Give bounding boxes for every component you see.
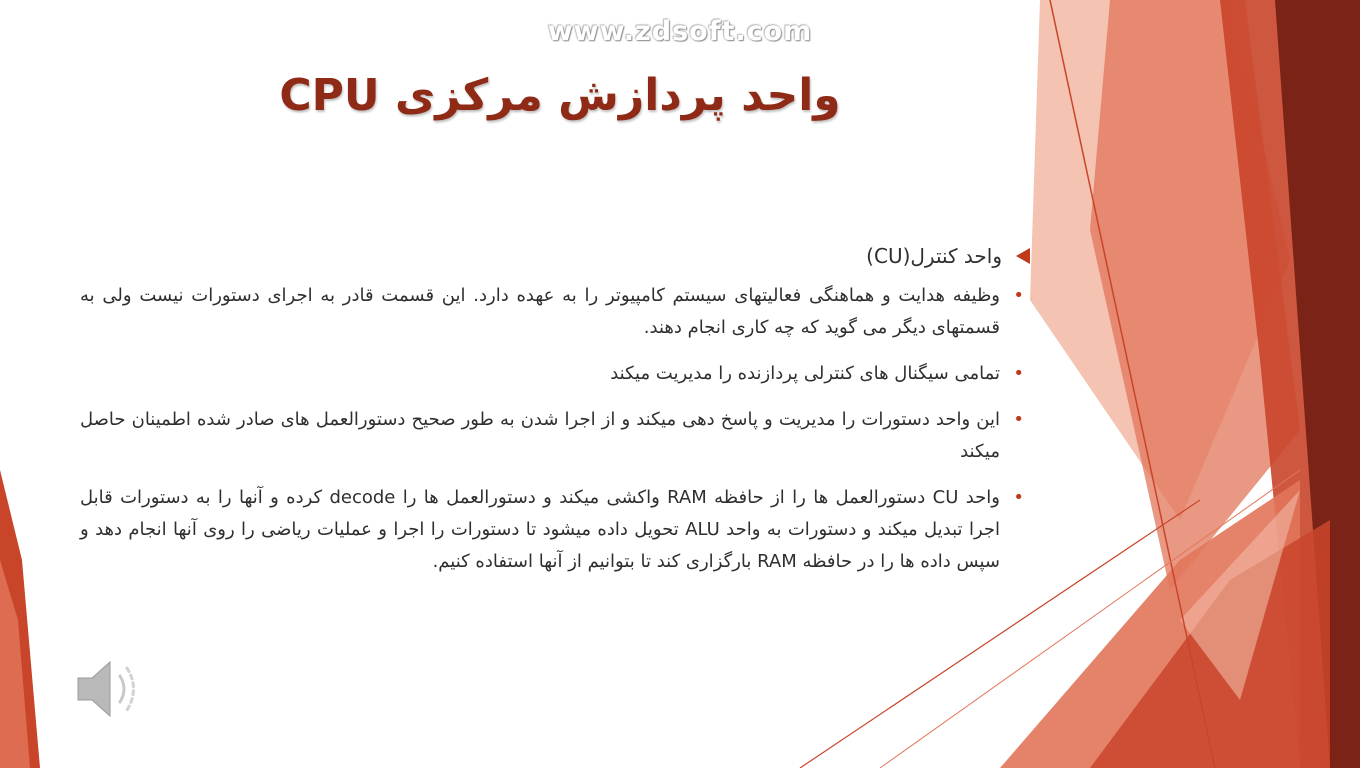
list-item xyxy=(80,482,1030,578)
bullet-list xyxy=(80,280,1030,578)
list-item xyxy=(80,280,1030,344)
speaker-icon[interactable] xyxy=(72,654,152,724)
dot-bullet-icon: • xyxy=(1013,285,1024,306)
section-heading-row xyxy=(80,244,1030,268)
section-heading: واحد کنترل(CU) xyxy=(866,244,1002,268)
slide-title: واحد پردازش مرکزی CPU xyxy=(279,70,841,121)
dot-bullet-icon: • xyxy=(1013,409,1024,430)
dot-bullet-icon: • xyxy=(1013,487,1024,508)
list-item-text: وظیفه هدایت و هماهنگی فعالیتهای سیستم کامپیوتر را به عهده دارد. این قسمت قادر به اجرای دستورات نیست ولی به قسمتهای دیگر می گوید که چه کاری انجام دهند. xyxy=(80,285,1000,338)
list-item-text: تمامی سیگنال های کنترلی پردازنده را مدیریت میکند xyxy=(610,363,1000,384)
list-item xyxy=(80,404,1030,468)
triangle-bullet-icon xyxy=(1016,248,1030,264)
watermark: www.zdsoft.com xyxy=(547,16,813,47)
list-item xyxy=(80,358,1030,390)
list-item-text: این واحد دستورات را مدیریت و پاسخ دهی میکند و از اجرا شدن به طور صحیح دستورالعمل های صادر شده اطمینان حاصل میکند xyxy=(80,409,1000,462)
dot-bullet-icon: • xyxy=(1013,363,1024,384)
slide-content xyxy=(80,244,1030,592)
list-item-text: واحد CU دستورالعمل ها را از حافظه RAM واکشی میکند و دستورالعمل ها را decode کرده و آنها را به دستورات قابل اجرا تبدیل میکند و دستورات به واحد ALU تحویل داده میشود تا دستورات را اجرا و عملیات ریاضی را روی آنها انجام دهد و سپس داده ها را در حافظه RAM بارگزاری کند تا بتوانیم از آنها استفاده کنیم. xyxy=(80,487,1001,572)
